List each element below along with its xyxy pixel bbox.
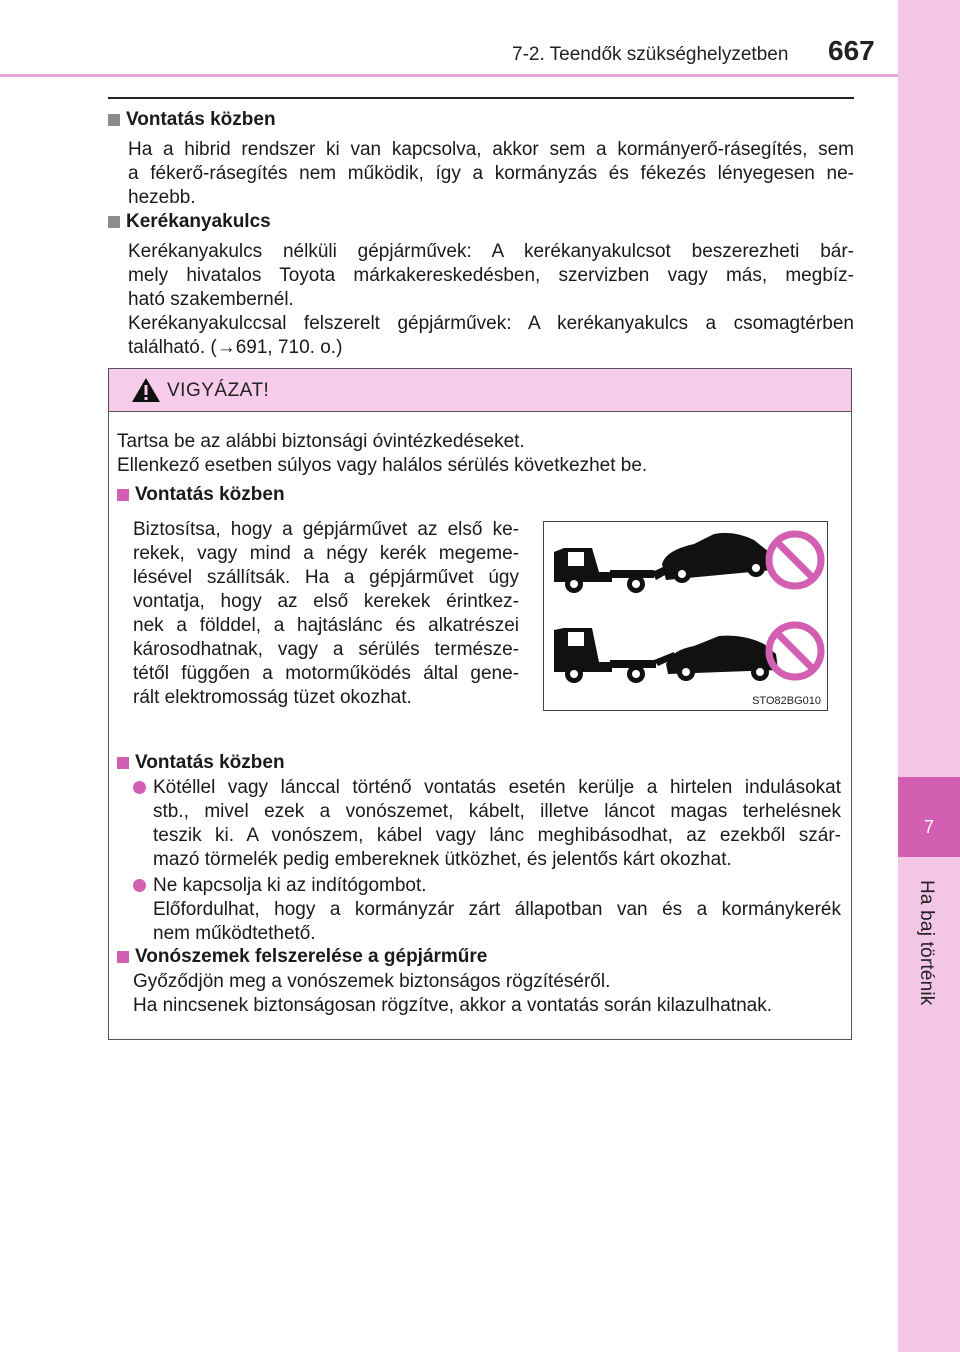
chapter-title: Ha baj történik xyxy=(916,880,937,1006)
paragraph-line: található. (→691, 710. o.) xyxy=(128,337,343,358)
chapter-tab xyxy=(898,777,960,857)
content-top-rule xyxy=(108,97,854,99)
paragraph-line: Kerékanyakulccsal felszerelt gépjárművek: A kerékanyakulcs a csomagtérben xyxy=(128,313,854,334)
warning-subheading xyxy=(117,484,285,506)
text-line: Előfordulhat, hogy a kormányzár zárt állapotban van és a kormánykerék xyxy=(153,899,841,920)
text-line: rekek, vagy mind a négy kerék megeme- xyxy=(133,543,519,564)
square-bullet-icon xyxy=(117,757,129,769)
paragraph-line: Kerékanyakulcs nélküli gépjárművek: A kerékanyakulcsot beszerezheti bár- xyxy=(128,241,854,262)
side-strip xyxy=(898,0,960,1352)
paragraph-line: Ha a hibrid rendszer ki van kapcsolva, akkor sem a kormányerő-rásegítés, sem xyxy=(128,139,854,160)
section-towing xyxy=(108,109,854,210)
text-line: mazó törmelék pedig embereknek ütközhet, és jelentős kárt okozhat. xyxy=(153,849,732,870)
intro-line: Tartsa be az alábbi biztonsági óvintézkedéseket. xyxy=(117,431,525,452)
section-wheel-nut-wrench xyxy=(108,211,854,360)
square-bullet-icon xyxy=(108,216,120,228)
text-line: Kötéllel vagy lánccal történő vontatás esetén kerülje a hirtelen indulásokat xyxy=(153,777,841,798)
header-divider xyxy=(0,74,900,77)
text-line: stb., mivel ezek a vonószemet, kábelt, illetve láncot magas terhelésnek xyxy=(153,801,841,822)
towing-illustration xyxy=(543,521,828,711)
intro-line: Ellenkező esetben súlyos vagy halálos sérülés következhet be. xyxy=(117,455,648,476)
text-line: Ne kapcsolja ki az indítógombot. xyxy=(153,875,427,896)
chapter-number: 7 xyxy=(923,817,934,837)
paragraph-line: ható szakembernél. xyxy=(128,289,294,310)
heading-text: Kerékanyakulcs xyxy=(126,211,271,232)
towing-prohibited-icon xyxy=(544,522,827,710)
paragraph-line: mely hivatalos Toyota márkakereskedésben, szervizben vagy más, megbíz- xyxy=(128,265,854,286)
square-bullet-icon xyxy=(117,951,129,963)
text-line: teszik ki. A vonószem, kábel vagy lánc meghibásodhat, az ezekből szár- xyxy=(153,825,841,846)
text-line: vontatja, hogy az első kerekek érintkez- xyxy=(133,591,519,612)
paragraph-line: hezebb. xyxy=(128,187,196,208)
text-line: Győződjön meg a vonószemek biztonságos rögzítéséről. xyxy=(133,971,611,992)
warning-bullet xyxy=(133,776,841,872)
warning-header xyxy=(109,369,851,412)
paragraph-line: a fékerő-rásegítés nem működik, így a kormányzás és fékezés lényegesen ne- xyxy=(128,163,854,184)
illustration-code: STO82BG010 xyxy=(752,695,821,707)
page-number: 667 xyxy=(828,35,875,66)
subheading-text: Vonószemek felszerelése a gépjárműre xyxy=(135,946,488,967)
section-heading xyxy=(108,211,854,233)
square-bullet-icon xyxy=(108,114,120,126)
warning-intro xyxy=(117,430,647,478)
section-paragraph xyxy=(128,240,854,360)
text-line: károsodhatnak, vagy a sérülés természe- xyxy=(133,639,519,660)
warning-subheading xyxy=(117,752,285,774)
text-line: Biztosítsa, hogy a gépjárművet az első ke- xyxy=(133,519,519,540)
subheading-text: Vontatás közben xyxy=(135,752,285,773)
warning-title: VIGYÁZAT! xyxy=(167,380,270,401)
warning-subheading xyxy=(117,946,487,968)
text-line: nek a földdel, a hajtáslánc és alkatrészei xyxy=(133,615,519,636)
square-bullet-icon xyxy=(117,489,129,501)
warning-bullet xyxy=(133,874,841,946)
section-paragraph xyxy=(128,138,854,210)
round-bullet-icon xyxy=(133,781,146,794)
subheading-text: Vontatás közben xyxy=(135,484,285,505)
text-line: rált elektromosság tüzet okozhat. xyxy=(133,687,412,708)
text-line: tétől függően a motorműködés által gene- xyxy=(133,663,519,684)
section-heading xyxy=(108,109,854,131)
text-line: lésével szállítsák. Ha a gépjárművet úgy xyxy=(133,567,519,588)
warning-sub3-text xyxy=(133,970,772,1018)
warning-sub1-text xyxy=(133,518,519,710)
warning-triangle-icon xyxy=(131,377,161,403)
header-section-title: 7-2. Teendők szükséghelyzetben xyxy=(512,44,789,65)
text-line: Ha nincsenek biztonságosan rögzítve, akkor a vontatás során kilazulhatnak. xyxy=(133,995,772,1016)
text-line: nem működtethető. xyxy=(153,923,316,944)
heading-text: Vontatás közben xyxy=(126,109,276,130)
round-bullet-icon xyxy=(133,879,146,892)
